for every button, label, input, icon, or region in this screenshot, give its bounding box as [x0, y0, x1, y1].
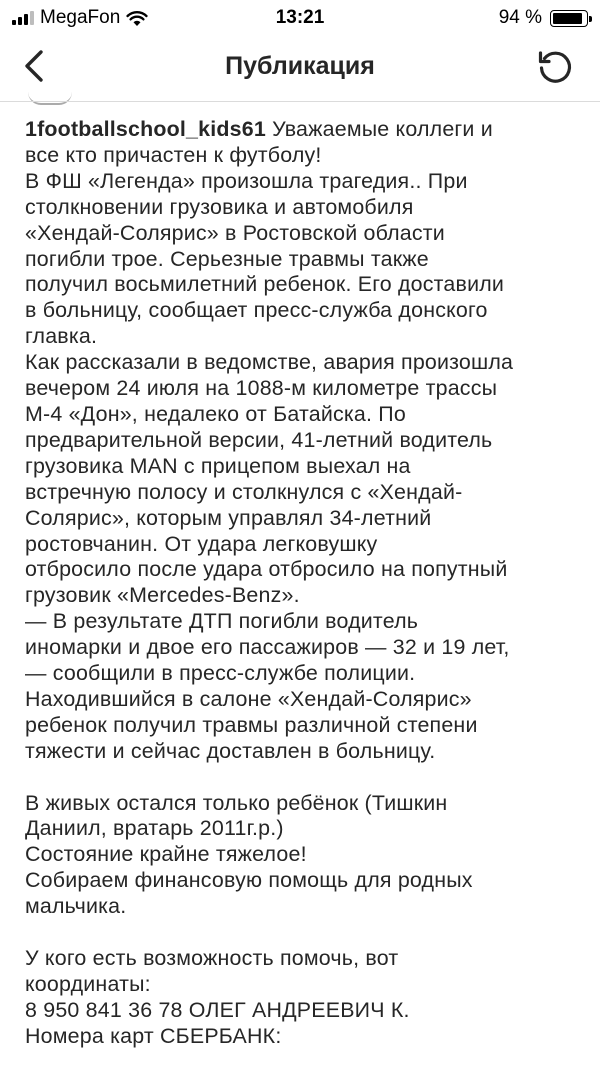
caption-paragraph: Номера карт СБЕРБАНК: [25, 1023, 282, 1048]
status-time: 13:21 [275, 7, 325, 28]
caption-paragraph: В ФШ «Легенда» произошла трагедия.. При столкновении грузовика и автомобиля «Хендай-Солярис» в Ростовской области погибли трое. Серьезные травмы также получил восьмилетний ребенок. Его доставили в больницу, сообщает пресс-служба донского главка. [25, 168, 505, 349]
caption-paragraph: В живых остался только ребёнок (Тишкин Даниил, вратарь 2011г.р.) [25, 790, 448, 841]
post-caption [25, 117, 585, 1050]
caption-paragraph: У кого есть возможность помочь, вот координаты: [25, 945, 399, 996]
caption-paragraph: Собираем финансовую помощь для родных мальчика. [25, 868, 473, 919]
blank-line [25, 920, 585, 946]
caption-first-paragraph [25, 117, 585, 169]
status-bar [0, 0, 600, 36]
caption-text: Уважаемые коллеги и все кто причастен к футболу! [25, 117, 493, 167]
username-link[interactable]: 1footballschool_kids61 [25, 117, 266, 141]
caption-paragraph: Как рассказали в ведомстве, авария произошла вечером 24 июля на 1088-м километре трассы М-4 «Дон», недалеко от Батайска. По предварительной версии, 41-летний водитель грузовика MAN с прицепом выехал на встречную полосу и столкнулся с «Хендай- Солярис», которым управлял 34-летний ростовчанин. От удара легковушку отбросило после удара отбросило на попутный грузовик «Mercedes-Benz». [25, 350, 514, 608]
nav-bar [0, 36, 600, 98]
blank-line [25, 765, 585, 791]
carrier-label: MegaFon [40, 7, 121, 28]
battery-icon [550, 10, 588, 27]
caption-paragraph: Состояние крайне тяжелое! [25, 842, 307, 867]
caption-paragraph: — В результате ДТП погибли водитель иномарки и двое его пассажиров — 32 и 19 лет, — сообщили в пресс-службе полиции. [25, 609, 510, 686]
refresh-icon [536, 48, 574, 86]
avatar [28, 92, 72, 105]
phone-number: 8 950 841 36 78 ОЛЕГ АНДРЕЕВИЧ К. [25, 997, 410, 1022]
battery-fill [553, 13, 582, 24]
refresh-button[interactable] [534, 46, 576, 88]
caption-paragraph: Находившийся в салоне «Хендай-Солярис» ребенок получил травмы различной степени тяжести и сейчас доставлен в больницу. [25, 686, 478, 763]
page-title: Публикация [225, 52, 375, 80]
battery-percent: 94 % [498, 7, 542, 28]
status-right [499, 7, 588, 29]
header-divider [0, 101, 600, 102]
